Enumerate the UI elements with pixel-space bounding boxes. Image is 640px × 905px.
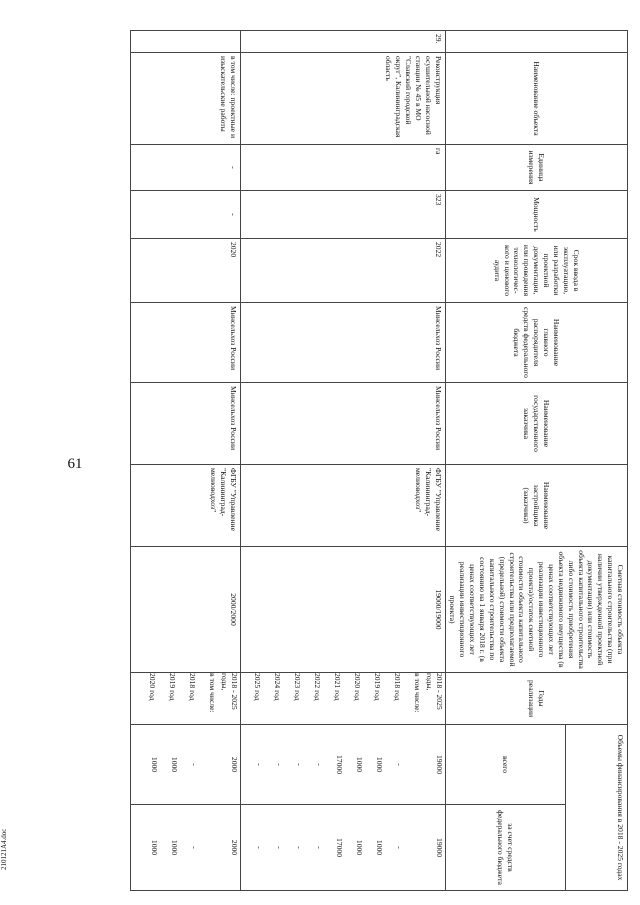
total-value — [405, 725, 425, 804]
federal-list — [245, 805, 445, 890]
row-main-manager: Минсельхоз России — [240, 303, 445, 383]
year-item: 2018 - 2025 годы, — [219, 673, 239, 710]
header-total: всего — [445, 725, 565, 805]
years-list — [138, 673, 240, 724]
year-item: 2021 год — [332, 673, 342, 701]
header-row-1 — [565, 31, 627, 891]
federal-list — [140, 805, 240, 890]
total-value: - — [394, 763, 404, 766]
year-item: 2023 год — [292, 673, 302, 701]
federal-value: 1000 — [169, 839, 179, 856]
federal-value: - — [189, 846, 199, 849]
total-value: 2000 — [229, 756, 239, 773]
year-item: 2019 год — [372, 673, 382, 701]
total-value: - — [189, 763, 199, 766]
total-value: 17000 — [334, 755, 344, 774]
year-item: 2018 год — [392, 673, 402, 701]
year-item: 2020 год — [147, 673, 157, 701]
page-number: 61 — [67, 456, 83, 472]
federal-value: 19000 — [434, 838, 444, 857]
total-value: - — [254, 763, 264, 766]
row-estimated-cost: 19000/19000 — [240, 547, 445, 673]
years-list — [243, 673, 445, 724]
header-funding: Объемы финансирования в 2018 - 2025 годах — [565, 725, 627, 891]
row-main-manager: Минсельхоз России — [130, 303, 240, 383]
header-state-customer: Наименование государственного заказчика — [445, 383, 627, 465]
row-unit: га — [240, 145, 445, 191]
header-main-manager: Наименование главного распорядителя средств федерального бюджета — [445, 303, 627, 383]
total-value: - — [274, 763, 284, 766]
federal-value: 2000 — [229, 839, 239, 856]
federal-value: - — [254, 846, 264, 849]
row-state-customer: Минсельхоз России — [240, 383, 445, 465]
total-list — [140, 725, 240, 804]
federal-value: - — [274, 846, 284, 849]
header-name: Наименование объекта — [445, 53, 627, 145]
total-value: 1000 — [374, 756, 384, 773]
row-unit: - — [130, 145, 240, 191]
row-capacity: - — [130, 191, 240, 239]
total-value: - — [314, 763, 324, 766]
row-federal-cell — [240, 805, 445, 891]
row-deadline: 2022 — [240, 239, 445, 303]
total-value: - — [294, 763, 304, 766]
year-item: 2020 год — [352, 673, 362, 701]
total-list — [245, 725, 445, 804]
row-total-cell — [240, 725, 445, 805]
total-value — [200, 725, 220, 804]
header-unit: Единица измерения — [445, 145, 627, 191]
footer-file-code: 210121A4.doc — [0, 828, 8, 870]
table-row — [130, 31, 240, 891]
table-row — [240, 31, 445, 891]
year-item: 2018 год — [187, 673, 197, 701]
header-deadline: Срок ввода в эксплуатацию, или разработки проектной документации, или проведения технологичес-кого и ценового аудита — [445, 239, 627, 303]
row-years-cell — [130, 673, 240, 725]
year-item: в том числе: — [207, 673, 217, 713]
row-developer: ФГБУ "Управление "Калининград-мелиоводхоз" — [130, 465, 240, 547]
row-number — [130, 31, 240, 53]
header-developer: Наименование застройщика (заказчика) — [445, 465, 627, 547]
federal-value: 1000 — [149, 839, 159, 856]
total-value: 19000 — [434, 755, 444, 774]
header-years: Годы реализации — [445, 673, 627, 725]
row-capacity: 323 — [240, 191, 445, 239]
total-value: 1000 — [354, 756, 364, 773]
row-state-customer: Минсельхоз России — [130, 383, 240, 465]
investment-table — [130, 30, 628, 891]
year-item: в том числе: — [412, 673, 422, 713]
federal-value — [405, 805, 425, 890]
year-item: 2022 год — [312, 673, 322, 701]
year-item: 2018 - 2025 годы, — [424, 673, 444, 710]
header-estimated-cost: Сметная стоимость объекта капитального строительства (при наличии утвержденной проектной документации) или стоимость объекта капитального строительства либо стоимость приобретения объекта недвижимого имущества (в ценах соответствующих лет реализации инвестиционного проекта)/остаток сметной стоимости объекта капитального строительства или предполагаемой (предельной) стоимости объекта капитального строительства по состоянию на 1 января 2018 г. (в ценах соответствующих лет реализации инвестиционного проекта) — [445, 547, 627, 673]
federal-value: 17000 — [334, 838, 344, 857]
row-name: Реконструкция осушительной насосной станции № 45 в МО "Славский городской округ", Калининградская область — [240, 53, 445, 145]
year-item: 2024 год — [272, 673, 282, 701]
rotated-table-wrapper — [76, 30, 628, 890]
federal-value — [200, 805, 220, 890]
header-federal: за счет средств федерального бюджета — [445, 805, 565, 891]
federal-value: - — [314, 846, 324, 849]
row-developer: ФГБУ "Управление "Калининград-мелиоводхоз" — [240, 465, 445, 547]
row-federal-cell — [130, 805, 240, 891]
federal-value: - — [294, 846, 304, 849]
year-item: 2019 год — [167, 673, 177, 701]
header-capacity: Мощность — [445, 191, 627, 239]
federal-value: 1000 — [374, 839, 384, 856]
total-value: 1000 — [149, 756, 159, 773]
row-estimated-cost: 2000/2000 — [130, 547, 240, 673]
row-years-cell — [240, 673, 445, 725]
row-name: в том числе: проектные и изыскательские работы — [130, 53, 240, 145]
total-value: 1000 — [169, 756, 179, 773]
year-item: 2025 год — [252, 673, 262, 701]
row-number: 29. — [240, 31, 445, 53]
row-deadline: 2020 — [130, 239, 240, 303]
federal-value: - — [394, 846, 404, 849]
federal-value: 1000 — [354, 839, 364, 856]
row-total-cell — [130, 725, 240, 805]
header-num — [445, 31, 627, 53]
